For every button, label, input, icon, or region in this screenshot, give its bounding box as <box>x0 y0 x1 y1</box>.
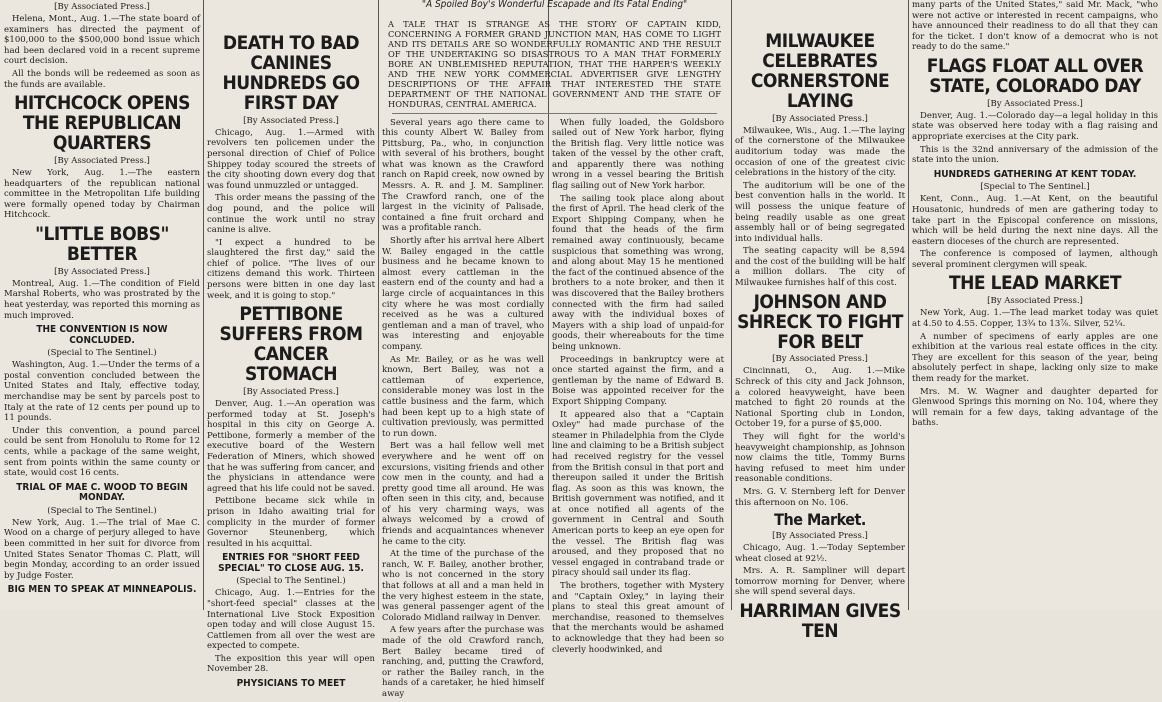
article-paragraph: They will fight for the world's heavyweight championship, as Johnson now claims the title, Tommy Burns having refused to meet him under reasonable conditions. <box>735 432 905 485</box>
headline-mae-wood: TRIAL OF MAE C. WOOD TO BEGIN MONDAY. <box>16 481 188 504</box>
dateline-credit: (Special to The Sentinel.) <box>236 576 346 587</box>
article-paragraph: Mrs. M. W. Wagner and daughter departed for Glenwood Springs this morning on No. 104, where they will remain for a few days, taking advantage of the baths. <box>912 386 1158 429</box>
dateline-credit: [By Associated Press.] <box>987 296 1083 307</box>
dateline-credit: (Special to The Sentinel.) <box>47 505 157 516</box>
article-paragraph: New York, Aug. 1.—The eastern headquarters of the republican national committee in the Metropolitan Life building were formally opened today by Chairman Hitchcock. <box>4 167 200 221</box>
dateline-credit: [By Associated Press.] <box>243 115 339 126</box>
article-paragraph: Mrs. A. R. Sampliner will depart tomorrow morning for Denver, where she will spend several days. <box>735 566 905 598</box>
column-1 <box>4 0 200 610</box>
dateline-credit: [By Associated Press.] <box>772 354 868 365</box>
article-paragraph: Proceedings in bankruptcy were at once started against the firm, and a gentleman by the name of Edward B. Boise was appointed receiver for the Export Shipping Company. <box>552 354 724 407</box>
column-6 <box>912 0 1158 610</box>
dateline-credit: (Special to The Sentinel.) <box>47 348 157 359</box>
article-paragraph: Denver, Aug. 1.—Colorado day—a legal holiday in this state was observed here today with a flag raising and appropriate exercises at the City park. <box>912 110 1158 143</box>
article-paragraph: Shortly after his arrival here Albert W. Bailey engaged in the cattle business and he became known to almost every cattleman in the eastern end of the county and had a large circle of acquaintances in this city where he was most cordially received as he was a cultured gentleman and a man of travel, who was interesting and enjoyable company. <box>382 236 544 352</box>
article-paragraph: Chicago, Aug. 1.—Entries for the "short-feed special" classes at the International Live Stock Exposition open today and will close August 15. Cattlemen from all over the west are expected to compete. <box>207 588 375 652</box>
headline-kent: HUNDREDS GATHERING AT KENT TODAY. <box>933 168 1137 180</box>
headline-milwaukee: MILWAUKEE CELEBRATES CORNERSTONE LAYING <box>750 30 890 112</box>
article-paragraph: At the time of the purchase of the ranch, W. F. Bailey, another brother, who is not concerned in the story that follows at all and a man held in the very highest esteem in the state, was general passenger agent of the Colorado Midland railway in Denver. <box>382 549 544 623</box>
dateline-credit: [By Associated Press.] <box>54 2 150 12</box>
feature-story <box>382 0 727 699</box>
article-paragraph: Chicago, Aug. 1.—Today September wheat closed at 92½. <box>735 542 905 564</box>
article-paragraph: Helena, Mont., Aug. 1.—The state board of examiners has directed the payment of $100,000 to the $500,000 bond issue which had been declared void in a recent supreme court decision. <box>4 14 200 67</box>
divider <box>392 113 717 114</box>
article-paragraph: Washington, Aug. 1.—Under the terms of a postal convention concluded between the United States and Italy, effective today, merchandise may be sent by parcels post to Italy at the rate of 12 cents per pound up to 11 pounds. <box>4 360 200 424</box>
dateline-credit: [By Associated Press.] <box>772 530 868 541</box>
feature-deck-box <box>388 19 721 109</box>
headline-hitchcock: HITCHCOCK OPENS THE REPUBLICAN QUARTERS <box>14 92 190 155</box>
article-paragraph: A few years after the purchase was made of the old Crawford ranch, Bert Bailey became tired of ranching, and, putting the Crawford, or rather the Bailey ranch, in the hands of a caretaker, he hied himself away <box>382 625 544 699</box>
headline-lead-market: THE LEAD MARKET <box>948 272 1122 295</box>
headline-big-men: BIG MEN TO SPEAK AT MINNEAPOLIS. <box>7 584 197 596</box>
headline-bad-canines: DEATH TO BAD CANINES HUNDREDS GO FIRST DAY <box>222 32 360 114</box>
article-paragraph: Cincinnati, O., Aug. 1.—Mike Schreck of this city and Jack Johnson, a colored heavyweight, have been matched to fight 20 rounds at the National Sporting club in London, October 19, for a purse of $5,000. <box>735 366 905 430</box>
article-paragraph: Milwaukee, Wis., Aug. 1.—The laying of the cornerstone of the Milwaukee auditorium today was made the occasion of one of the greatest civic celebrations in the history of the city. <box>735 125 905 179</box>
article-paragraph: "I expect a hundred to be slaughtered the first day," said the chief of police. "The lives of our citizens demand this work. Thirteen persons were bitten in one day last week, and it is going to stop." <box>207 237 375 301</box>
headline-pettibone: PETTIBONE SUFFERS FROM CANCER STOMACH <box>219 303 363 386</box>
article-paragraph: The seating capacity will be 8,594 and the cost of the building will be half a million dollars. The city of Milwaukee furnishes half of this cost. <box>735 246 905 289</box>
dateline-credit: [By Associated Press.] <box>54 266 150 277</box>
headline-physicians: PHYSICIANS TO MEET <box>236 678 346 690</box>
article-paragraph: All the bonds will be redeemed as soon as the funds are available. <box>4 68 200 90</box>
headline-harriman: HARRIMAN GIVES TEN <box>739 599 901 642</box>
headline-convention: THE CONVENTION IS NOW CONCLUDED. <box>36 324 168 346</box>
column-rule <box>908 0 909 610</box>
column-rule <box>731 0 732 610</box>
article-paragraph: The auditorium will be one of the best convention halls in the world. It will possess the unique feature of being readily usable as one great assembly hall or of being segregated into individual halls. <box>735 180 905 244</box>
feature-deck: A TALE THAT IS STRANGE AS THE STORY OF CAPTAIN KIDD, CONCERNING A FORMER GRAND JUNCTION MAN, HAS COME TO LIGHT AND ITS DETAILS ARE SO WONDERFULLY ROMANTIC AND THE RESULT OF THE UNDERTAKING SO DISASTROUS TO A MAN THAT FORMERLY BORE AN UNBLEMISHED REPUTATION, THAT THE HARPER'S WEEKLY AND THE NEW YORK COMMERCIAL ADVERTISER GIVE LENGTHY DESCRIPTIONS OF THE AFFAIR THAT INTERESTED THE STATE DEPARTMENT OF THE NATIONAL GOVERNMENT AND THE STATE OF HONDURAS, CENTRAL AMERICA. <box>388 18 721 109</box>
article-paragraph: Mrs. G. V. Sternberg left for Denver this afternoon on No. 106. <box>735 487 905 508</box>
article-paragraph: New York, Aug. 1.—The trial of Mae C. Wood on a charge of perjury alleged to have been committed in her suit for divorce from United States Senator Thomas C. Platt, will begin Monday, according to an order issued by Judge Foster. <box>4 517 200 581</box>
feature-subhead: "A Spoiled Boy's Wonderful Escapade and Its Fatal Ending" <box>421 0 688 10</box>
article-paragraph: When fully loaded, the Goldsboro sailed out of New York harbor, flying the British flag. Very little notice was taken of the vessel by the other craft, and apparently there was nothing wrong in a vessel bearing the British flag sailing out of New York harbor. <box>552 117 724 192</box>
dateline-credit: [By Associated Press.] <box>243 387 339 397</box>
article-paragraph: Kent, Conn., Aug. 1.—At Kent, on the beautiful Housatonic, hundreds of men are gathering today to take part in the Episcopal conference on missions, which will be held during the next nine days. All the eastern dioceses of the church are represented. <box>912 194 1158 247</box>
headline-little-bobs: "LITTLE BOBS" BETTER <box>35 222 169 265</box>
headline-flags: FLAGS FLOAT ALL OVER STATE, COLORADO DAY <box>926 54 1144 97</box>
article-paragraph: Montreal, Aug. 1.—The condition of Field Marshal Roberts, who was prostrated by the heat yesterday, was reported this morning as much improved. <box>4 278 200 321</box>
article-paragraph: Pettibone became sick while in prison in Idaho awaiting trial for complicity in the murder of former Governor Steunenberg, which resulted in his acquittal. <box>207 496 375 549</box>
headline-market: The Market. <box>774 510 866 530</box>
article-paragraph: As Mr. Bailey, or as he was well known, Bert Bailey, was not a cattleman of experience, considerable money was lost in the cattle business and the farm, which had been kept up to a high state of cultivation previously, was permitted to run down. <box>382 354 544 439</box>
article-paragraph: It appeared also that a "Captain Oxley" had made purchase of the steamer in Philadelphia from the Clyde line and claiming to be a British subject had received registry for the vessel from the British consul in that port and thereupon sailed it under the British flag. As soon as this was known, the British government was notified, and it at once notified all agents of the government in Central and South American ports to keep an eye open for the vessel. The British flag was aroused, and they proposed that no vessel engaged in contraband trade or piracy should sail under its flag. <box>552 409 724 579</box>
column-rule <box>203 0 204 610</box>
headline-short-feed: ENTRIES FOR "SHORT FEED SPECIAL" TO CLOSE AUG. 15. <box>218 552 364 574</box>
article-paragraph: This order means the passing of the dog pound, and the police will continue the work until no stray canine is alive. <box>207 193 375 236</box>
feature-right-column <box>552 118 724 702</box>
article-paragraph: The brothers, together with Mystery and "Captain Oxley," in laying their plans to steal this great amount of merchandise, reasoned to themselves that the merchants would be ashamed to acknowledge that they had been so cleverly hoodwinked, and <box>552 581 724 655</box>
column-rule <box>378 0 379 610</box>
article-paragraph: This is the 32nd anniversary of the admission of the state into the union. <box>912 144 1158 166</box>
dateline-credit: [By Associated Press.] <box>54 155 150 166</box>
article-paragraph: Several years ago there came to this county Albert W. Bailey from Pittsburg, Pa., who, in conjunction with several of his brothers, bought what was known as the Crawford ranch on Rapid creek, now owned by Messrs. A. R. and J. M. Sampliner. The Crawford ranch, one of the largest in the vicinity of Palisade, contained a fine fruit orchard and was a profitable ranch. <box>382 117 544 234</box>
article-paragraph: Under this convention, a pound parcel could be sent from Honolulu to Rome for 12 cents, while a package of the same weight, sent from points within the same county or state, would cost 16 cents. <box>4 425 200 479</box>
feature-left-column <box>382 118 544 702</box>
dateline-credit: [Special to The Sentinel.] <box>980 182 1090 193</box>
article-paragraph: The exposition this year will open November 28. <box>207 653 375 675</box>
article-paragraph: New York, Aug. 1.—The lead market today was quiet at 4.50 to 4.55. Copper, 13¾ to 13⅞. Silver, 52¼. <box>912 308 1158 329</box>
article-paragraph: The conference is composed of laymen, although several prominent clergymen will speak. <box>912 249 1158 270</box>
column-5 <box>735 0 905 642</box>
article-paragraph: Bert was a hail fellow well met everywhere and he went off on excursions, visiting friends and other cow men in the county, and had a pretty good time all around. He was often seen in this city, and, because of his very charming ways, was always welcomed by a crowd of friends and acquaintances whenever he came to the city. <box>382 441 544 547</box>
headline-johnson-shreck: JOHNSON AND SHRECK TO FIGHT FOR BELT <box>737 290 903 353</box>
column-2 <box>207 0 375 690</box>
article-paragraph: A number of specimens of early apples are one exhibition at the various real estate offices in the city. They are excellent for this season of the year, being absolutely perfect in shape, lacking only size to make them ready for the market. <box>912 331 1158 384</box>
dateline-credit: [By Associated Press.] <box>772 113 868 124</box>
article-paragraph: Chicago, Aug. 1.—Armed with revolvers ten policemen under the personal direction of Chief of Police Shippey today scoured the streets of the city shooting down every dog that was found unmuzzled or untagged. <box>207 127 375 191</box>
article-paragraph: many parts of the United States," said Mr. Mack, "who were not active or interested in recent campaigns, who have announced their readiness to do all that they can for the ticket. I don't know of a democrat who is not ready to do the same." <box>912 0 1158 53</box>
article-paragraph: Denver, Aug. 1.—An operation was performed today at St. Joseph's hospital in this city on George A. Pettibone, formerly a member of the executive board of the Western Federation of Miners, which showed that he was suffering from cancer, and the physicians in attendance were agreed that his life could not be saved. <box>207 399 375 494</box>
feature-body <box>382 118 727 702</box>
dateline-credit: [By Associated Press.] <box>987 98 1083 109</box>
article-paragraph: The sailing took place along about the first of April. The head clerk of the Export Shipping Company, when he found that the heads of the firm remained away continuously, became suspicious that something was wrong, and along about May 15 he mentioned the fact of the continued absence of the brothers to a note broker, and then it was discovered that the Bailey brothers connected with the firm had sailed away with the individual boxes of Mayers with a ship load of unpaid-for goods, their whereabouts for the time being unknown. <box>552 193 724 352</box>
